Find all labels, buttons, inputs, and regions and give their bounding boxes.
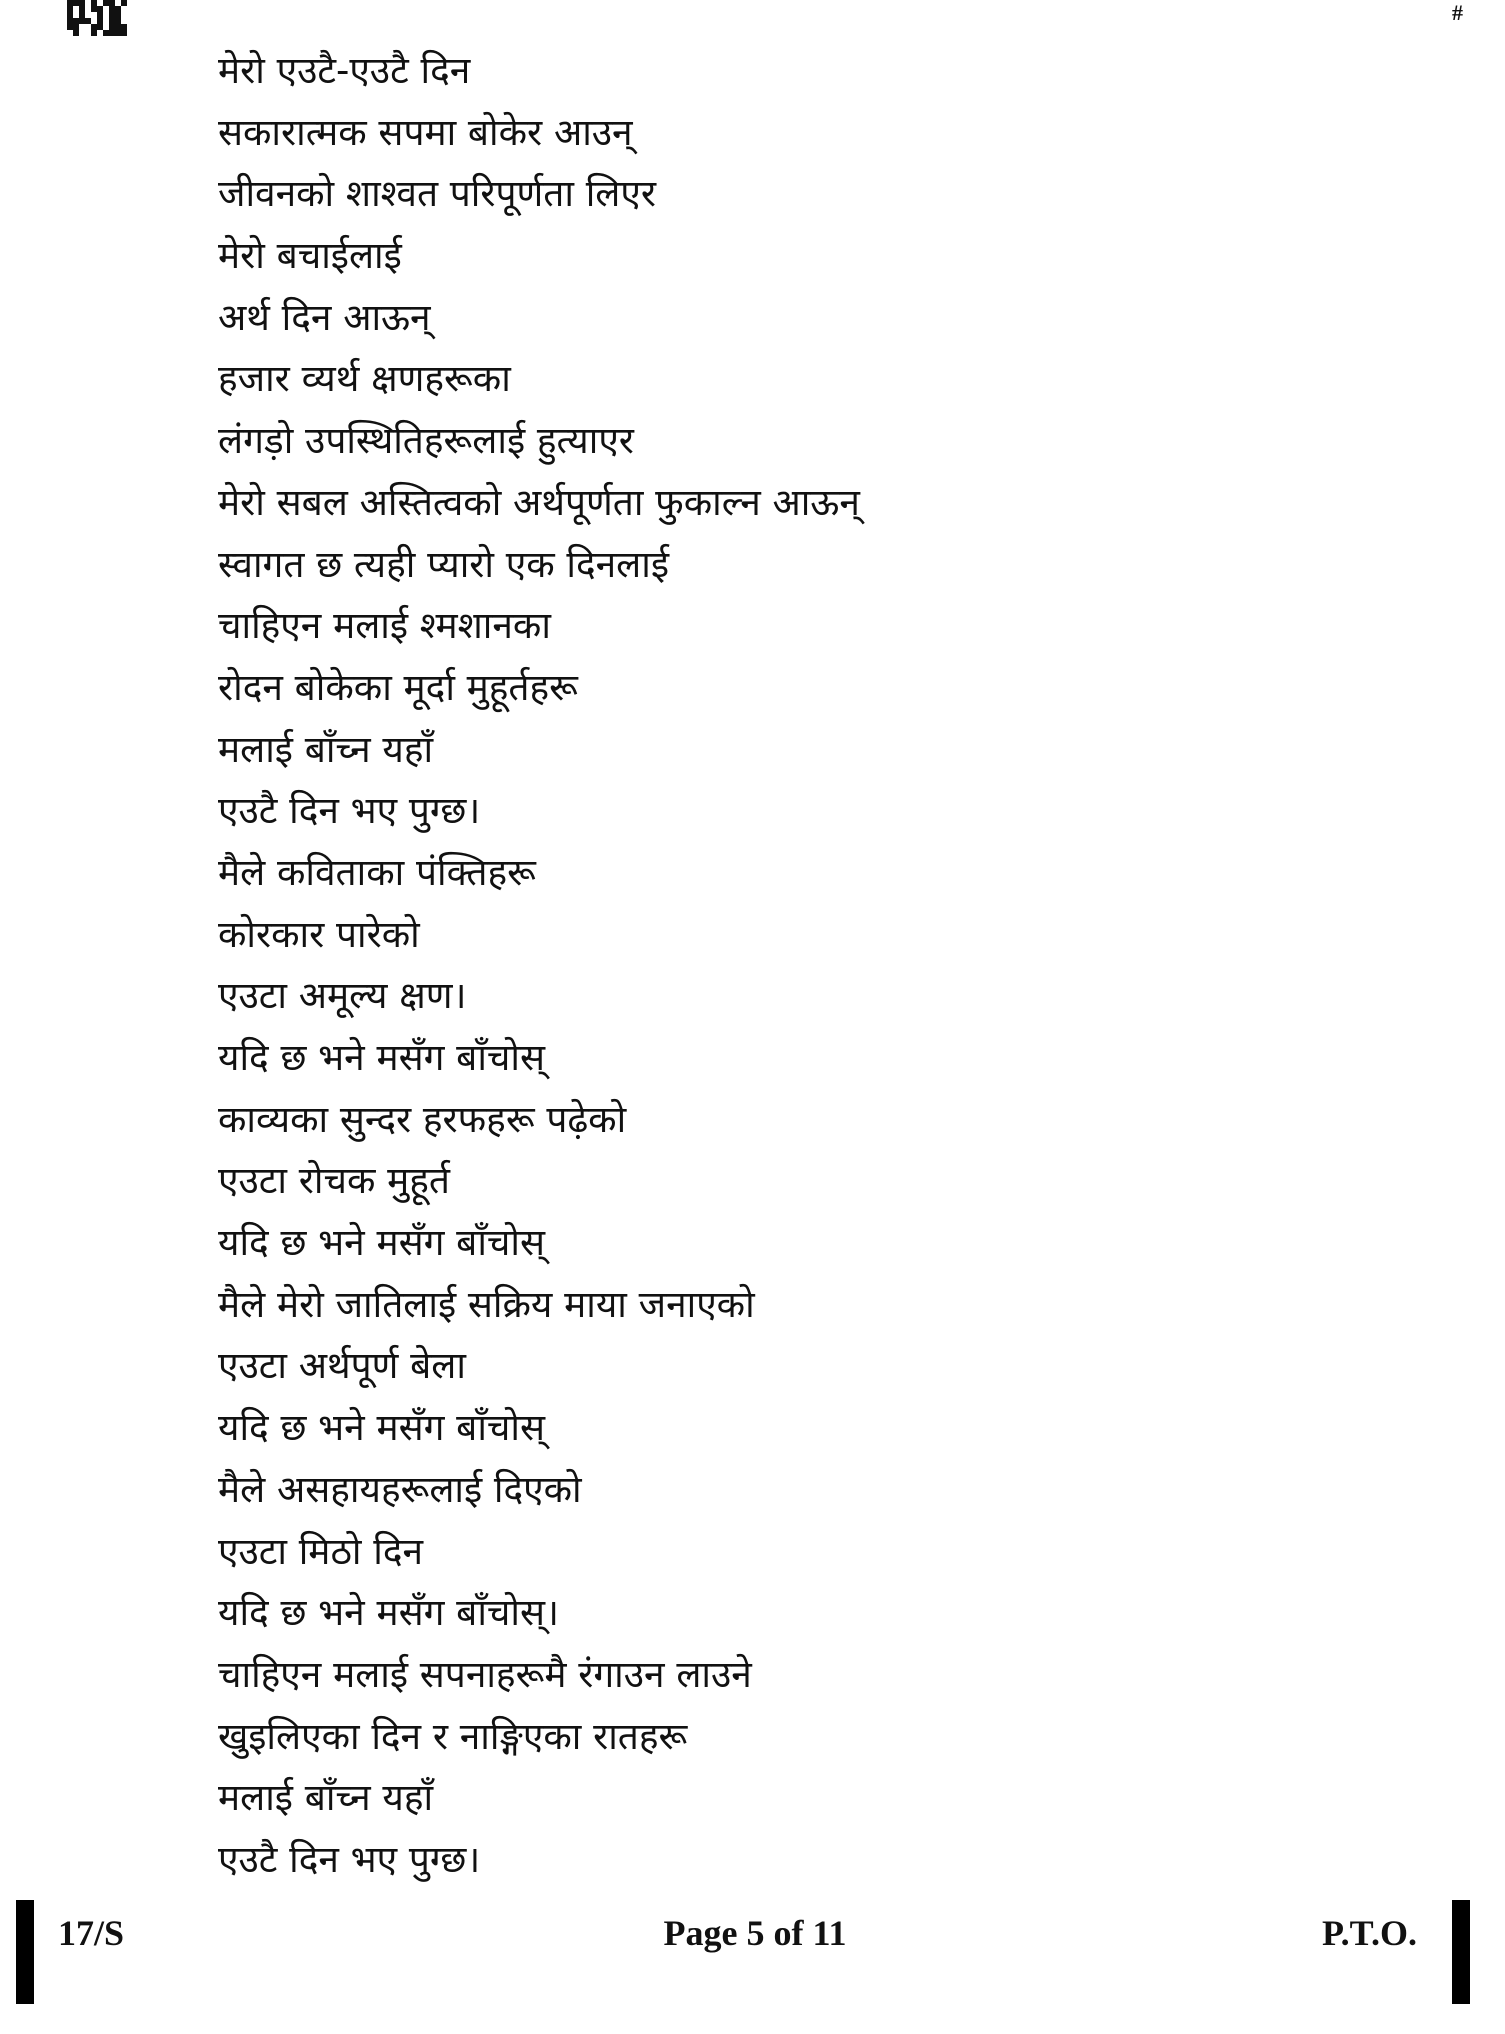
poem-line: मलाई बाँच्न यहाँ bbox=[218, 727, 434, 771]
poem-line: यदि छ भने मसँग बाँचोस् bbox=[218, 1406, 545, 1450]
paper-code: 17/S bbox=[58, 1913, 125, 1953]
poem-line: चाहिएन मलाई सपनाहरूमै रंगाउन लाउने bbox=[218, 1652, 752, 1696]
poem-line: चाहिएन मलाई श्मशानका bbox=[218, 604, 551, 648]
poem-line: मैले कविताका पंक्तिहरू bbox=[218, 850, 536, 894]
poem-line: एउटा मिठो दिन bbox=[218, 1529, 424, 1573]
corner-mark: # bbox=[1452, 0, 1463, 25]
qr-code bbox=[67, 0, 127, 36]
pto-label: P.T.O. bbox=[1321, 1913, 1417, 1953]
poem-line: एउटा अर्थपूर्ण बेला bbox=[218, 1344, 466, 1388]
poem-line: हजार व्यर्थ क्षणहरूका bbox=[218, 357, 511, 401]
page-number: Page 5 of 11 bbox=[663, 1913, 847, 1953]
poem-line: काव्यका सुन्दर हरफहरू पढ़ेको bbox=[218, 1097, 627, 1141]
poem-line: यदि छ भने मसँग बाँचोस् bbox=[218, 1221, 545, 1265]
poem-body bbox=[218, 46, 860, 1897]
poem-line: अर्थ दिन आऊन् bbox=[218, 295, 431, 339]
poem-line: मेरो सबल अस्तित्वको अर्थपूर्णता फुकाल्न आऊन् bbox=[218, 480, 860, 524]
poem-line: कोरकार पारेको bbox=[218, 912, 420, 956]
poem-line: मेरो बचाईलाई bbox=[218, 234, 402, 278]
poem-line: स्वागत छ त्यही प्यारो एक दिनलाई bbox=[218, 542, 670, 586]
poem-line: जीवनको शाश्वत परिपूर्णता लिएर bbox=[218, 172, 656, 216]
poem-line: एउटा अमूल्य क्षण। bbox=[218, 974, 467, 1018]
poem-line: लंगड़ो उपस्थितिहरूलाई हुत्याएर bbox=[218, 419, 634, 463]
poem-line: मैले मेरो जातिलाई सक्रिय माया जनाएको bbox=[218, 1282, 755, 1326]
poem-line: रोदन बोकेका मूर्दा मुहूर्तहरू bbox=[218, 665, 578, 709]
left-margin-bar bbox=[16, 1900, 34, 2004]
right-margin-bar bbox=[1452, 1900, 1470, 2004]
poem-line: यदि छ भने मसँग बाँचोस् bbox=[218, 1036, 545, 1079]
poem-line: एउटै दिन भए पुग्छ। bbox=[218, 789, 481, 833]
poem-line: मलाई बाँच्न यहाँ bbox=[218, 1776, 434, 1820]
poem-line: एउटै दिन भए पुग्छ। bbox=[218, 1837, 481, 1881]
poem-line: मेरो एउटै-एउटै दिन bbox=[218, 49, 471, 92]
poem-line: एउटा रोचक मुहूर्त bbox=[218, 1159, 450, 1203]
poem-line: खुइलिएका दिन र नाङ्गिएका रातहरू bbox=[218, 1714, 688, 1758]
poem-line: सकारात्मक सपमा बोकेर आउन् bbox=[218, 110, 633, 154]
poem-line: यदि छ भने मसँग बाँचोस्। bbox=[218, 1591, 560, 1635]
poem-line: मैले असहायहरूलाई दिएको bbox=[218, 1467, 582, 1511]
